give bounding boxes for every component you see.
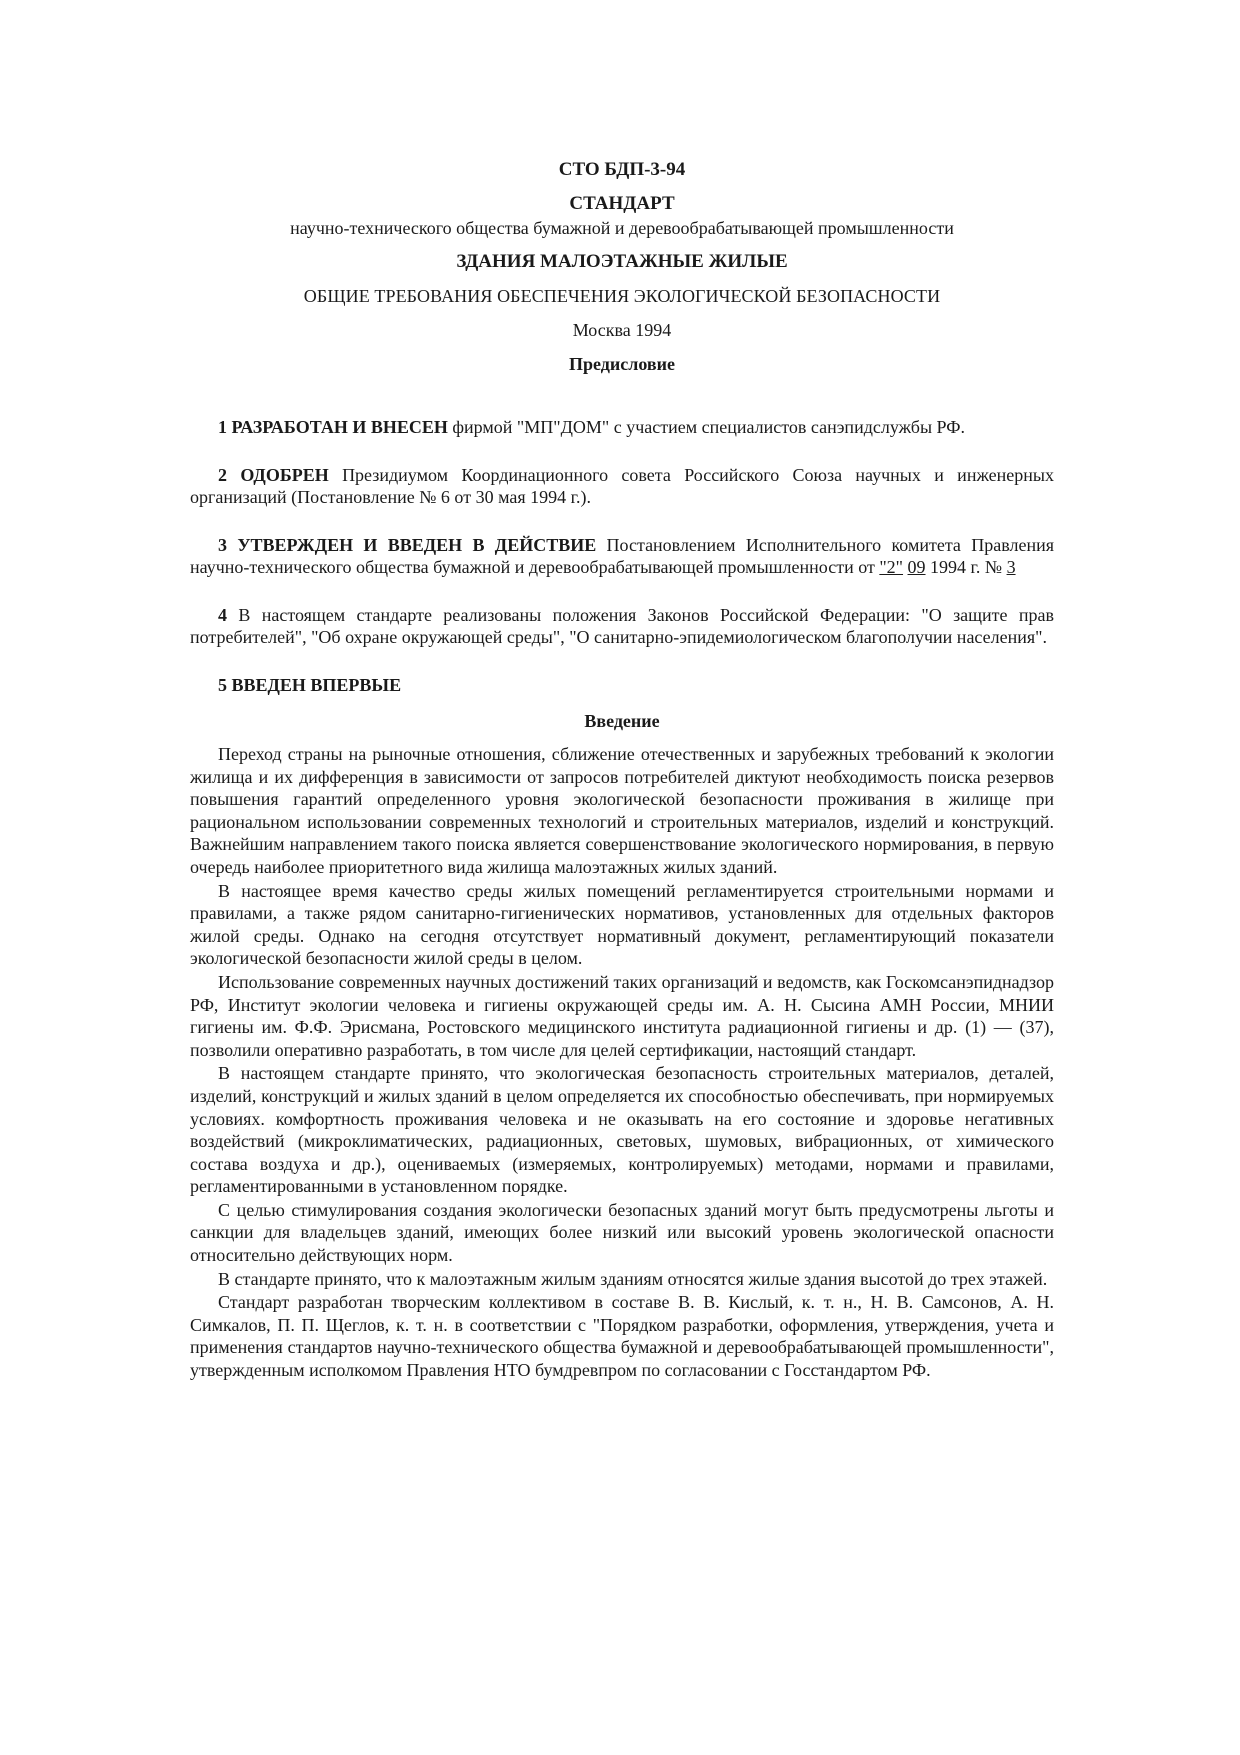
intro-paragraph: Переход страны на рыночные отношения, сближение отечественных и зарубежных требований к экологии жилища и их дифференция в зависимости от запросов потребителей диктуют необходимость поиска резервов повышения гарантий определенного уровня экологической безопасности проживания в жилище при рациональном использовании современных технологий и строительных материалов, изделий и конструкций. Важнейшим направлением такого поиска является совершенствование экологического нормирования, в первую очередь наиболее приоритетного вида жилища малоэтажных жилых зданий.: [190, 744, 1054, 877]
approval-number: 3: [1006, 557, 1016, 577]
intro-paragraph: В стандарте принято, что к малоэтажным жилым зданиям относятся жилые здания высотой до трех этажей.: [218, 1268, 1048, 1289]
intro-paragraph: С целью стимулирования создания экологически безопасных зданий могут быть предусмотрены льготы и санкции для владельцев зданий, имеющих более низкий или высокий уровень экологической опасности относительно действующих норм.: [190, 1199, 1054, 1266]
preface-item-4-lead: 4: [218, 604, 227, 625]
preface-section: [190, 416, 1054, 696]
preface-item-2: [190, 464, 1054, 509]
introduction-section: [190, 709, 1054, 1382]
preface-item-1-text: фирмой "МП"ДОМ" с участием специалистов санэпидслужбы РФ.: [447, 417, 965, 437]
preface-heading: Предисловие: [569, 354, 675, 374]
introduction-heading: Введение: [584, 711, 660, 731]
document-page: [190, 158, 1054, 1383]
document-subtitle: ОБЩИЕ ТРЕБОВАНИЯ ОБЕСПЕЧЕНИЯ ЭКОЛОГИЧЕСКОЙ БЕЗОПАСНОСТИ: [303, 286, 941, 306]
intro-paragraph: Использование современных научных достижений таких организаций и ведомств, как Госкомсанэпиднадзор РФ, Институт экологии человека и гигиены окружающей среды им. А. Н. Сысина АМН России, МНИИ гигиены им. Ф.Ф. Эрисмана, Ростовского медицинского института радиационной гигиены и др. (1) — (37), позволили оперативно разработать, в том числе для целей сертификации, настоящий стандарт.: [190, 971, 1054, 1060]
preface-item-2-text: Президиумом Координационного совета Российского Союза научных и инженерных организаций (Постановление № 6 от 30 мая 1994 г.).: [190, 464, 1054, 507]
preface-item-3-lead: 3 УТВЕРЖДЕН И ВВЕДЕН В ДЕЙСТВИЕ: [218, 534, 597, 555]
approval-year-text: 1994 г. №: [925, 557, 1007, 577]
preface-item-5: [190, 674, 1054, 697]
preface-item-4-text: В настоящем стандарте реализованы положения Законов Российской Федерации: "О защите прав потребителей", "Об охране окружающей среды", "О санитарно-эпидемиологическом благополучии населения".: [190, 604, 1054, 647]
preface-item-3: [190, 534, 1054, 579]
intro-paragraph: Стандарт разработан творческим коллективом в составе В. В. Кислый, к. т. н., Н. В. Самсонов, А. Н. Симкалов, П. П. Щеглов, к. т. н. в соответствии с "Порядком разработки, оформления, утверждения, учета и применения стандартов научно-технического общества бумажной и деревообрабатывающей промышленности", утвержденным исполкомом Правления НТО бумдревпром по согласовании с Госстандартом РФ.: [190, 1292, 1054, 1381]
preface-item-3-text: Постановлением Исполнительного комитета Правления научно-технического общества бумажной и деревообрабатывающей промышленности от: [190, 534, 1054, 577]
standard-code: СТО БДП-3-94: [558, 159, 686, 180]
intro-paragraph: В настоящее время качество среды жилых помещений регламентируется строительными нормами и правилами, а также рядом санитарно-гигиенических нормативов, установленных для отдельных факторов жилой среды. Однако на сегодня отсутствует нормативный документ, регламентирующий показатели экологической безопасности жилой среды в целом.: [190, 880, 1054, 969]
city-year: Москва 1994: [572, 320, 672, 340]
preface-item-5-lead: 5 ВВЕДЕН ВПЕРВЫЕ: [218, 674, 402, 695]
society-name: научно-технического общества бумажной и деревообрабатывающей промышленности: [290, 218, 954, 238]
preface-item-1: [190, 416, 1054, 439]
approval-month: 09: [907, 557, 926, 577]
document-header: [190, 158, 1054, 376]
document-title: ЗДАНИЯ МАЛОЭТАЖНЫЕ ЖИЛЫЕ: [456, 251, 788, 272]
approval-day: "2": [879, 557, 904, 577]
preface-item-2-lead: 2 ОДОБРЕН: [218, 464, 329, 485]
intro-paragraph: В настоящем стандарте принято, что экологическая безопасность строительных материалов, деталей, изделий, конструкций и жилых зданий в целом определяется их способностью обеспечивать, при нормируемых условиях. комфортность проживания человека и не оказывать на его состояние и здоровье негативных воздействий (микроклиматических, радиационных, световых, шумовых, вибрационных, от химического состава воздуха и др.), оцениваемых (измеряемых, контролируемых) методами, нормами и правилами, регламентированными в установленном порядке.: [190, 1063, 1054, 1197]
standard-label: СТАНДАРТ: [569, 193, 675, 214]
preface-item-4: [190, 604, 1054, 649]
preface-item-1-lead: 1 РАЗРАБОТАН И ВНЕСЕН: [218, 417, 448, 437]
